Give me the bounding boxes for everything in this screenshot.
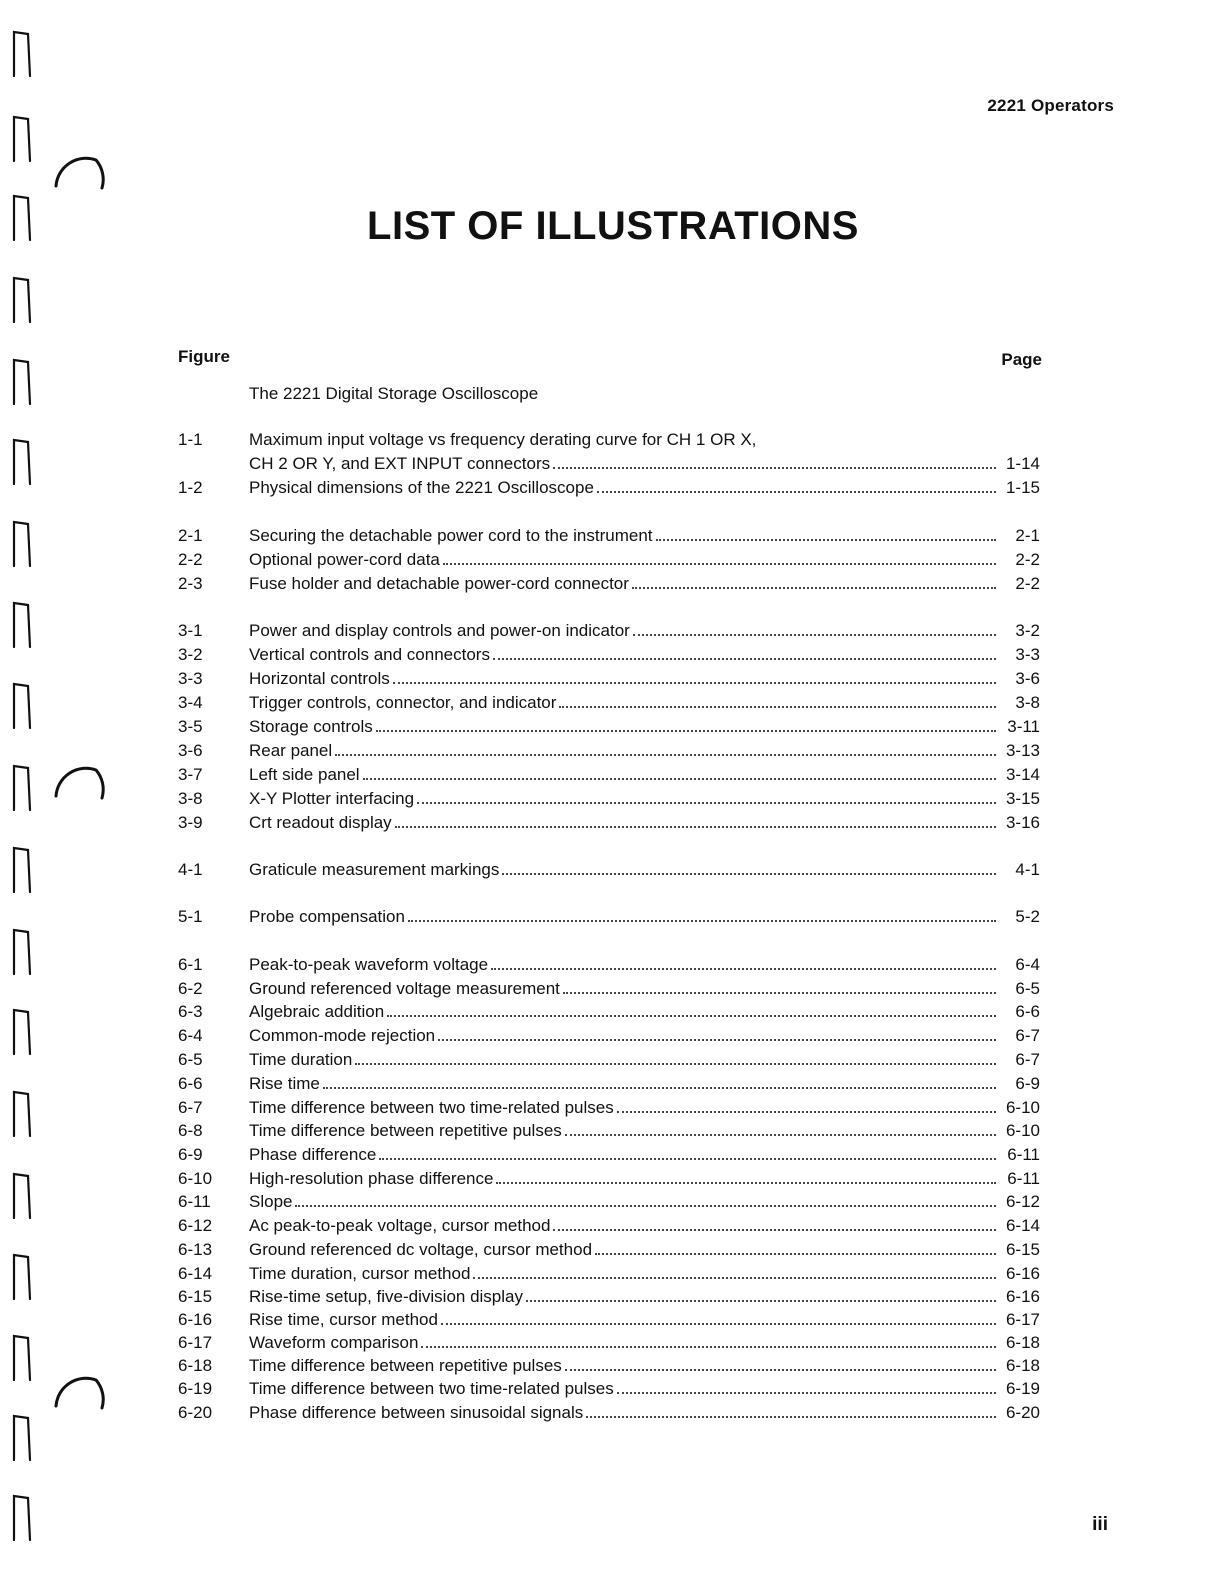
figure-title: X-Y Plotter interfacing [249, 789, 417, 809]
figure-title: Power and display controls and power-on indicator [249, 621, 633, 641]
dot-leader [553, 1229, 996, 1231]
list-item [178, 1026, 1040, 1050]
list-item [178, 955, 1040, 979]
binder-hole-mark [56, 1378, 103, 1408]
binder-tab-mark [14, 1255, 30, 1299]
list-item [178, 550, 1040, 574]
dot-leader [502, 873, 996, 875]
dot-leader [387, 1015, 996, 1017]
figure-title: Common-mode rejection [249, 1026, 438, 1046]
figure-page: 3-16 [1005, 813, 1040, 832]
figure-page: 6-10 [1005, 1098, 1040, 1117]
figure-number: 6-12 [178, 1216, 213, 1235]
dot-leader [395, 826, 996, 828]
list-item [178, 717, 1040, 741]
figure-title: Time duration [249, 1050, 355, 1070]
list-item [178, 1379, 1040, 1403]
figure-number: 6-5 [178, 1050, 203, 1069]
figure-page: 5-2 [1015, 907, 1040, 926]
binder-tab-mark [14, 1336, 30, 1380]
figure-number: 3-1 [178, 621, 203, 640]
figure-number: 5-1 [178, 907, 203, 926]
dot-leader [493, 658, 996, 660]
dot-leader [335, 754, 996, 756]
list-item [178, 1310, 1040, 1334]
list-item [178, 813, 1040, 837]
binder-tab-mark [14, 1416, 30, 1460]
dot-leader [438, 1039, 996, 1041]
list-item [178, 693, 1040, 717]
dot-leader [617, 1111, 996, 1113]
figure-title: Optional power-cord data [249, 550, 443, 570]
figure-page: 6-6 [1015, 1002, 1040, 1021]
list-item [178, 907, 1040, 931]
dot-leader [491, 968, 996, 970]
figure-number: 6-20 [178, 1403, 213, 1422]
binder-tab-mark [14, 848, 30, 892]
binder-tab-mark [14, 278, 30, 322]
page-number: iii [1092, 1514, 1108, 1535]
figure-number: 2-2 [178, 550, 203, 569]
figure-number: 3-6 [178, 741, 203, 760]
figure-number: 3-5 [178, 717, 203, 736]
figure-number: 6-9 [178, 1145, 203, 1164]
figure-number: 6-14 [178, 1264, 213, 1283]
figure-number: 3-2 [178, 645, 203, 664]
list-item [178, 1240, 1040, 1264]
figure-page: 6-7 [1015, 1050, 1040, 1069]
dot-leader [393, 682, 996, 684]
figure-page: 6-14 [1005, 1216, 1040, 1235]
figure-number: 6-15 [178, 1287, 213, 1306]
page-column-heading: Page [1001, 350, 1042, 369]
figure-title: Graticule measurement markings [249, 860, 502, 880]
binder-tab-mark [14, 766, 30, 810]
figure-page: 3-8 [1015, 693, 1040, 712]
figure-page: 6-12 [1005, 1192, 1040, 1211]
list-item [178, 1333, 1040, 1357]
dot-leader [355, 1063, 996, 1065]
figure-title: Trigger controls, connector, and indicator [249, 693, 559, 713]
figure-number: 6-19 [178, 1379, 213, 1398]
figure-page: 6-11 [1007, 1169, 1040, 1188]
figure-page: 6-17 [1005, 1310, 1040, 1329]
binder-hole-mark [56, 158, 103, 188]
binder-tab-mark [14, 1092, 30, 1136]
figure-page: 2-1 [1015, 526, 1040, 545]
dot-leader [633, 634, 996, 636]
dot-leader [408, 920, 996, 922]
binder-hole-mark [56, 768, 103, 798]
list-item [178, 621, 1040, 645]
dot-leader [295, 1205, 996, 1207]
figure-title: Securing the detachable power cord to the instrument [249, 526, 656, 546]
dot-leader [565, 1134, 996, 1136]
figure-title: Ground referenced dc voltage, cursor method [249, 1240, 595, 1260]
figure-number: 3-3 [178, 669, 203, 688]
list-item [178, 765, 1040, 789]
figure-title: Rise-time setup, five-division display [249, 1287, 526, 1307]
dot-leader [323, 1087, 996, 1089]
figure-page: 6-7 [1015, 1026, 1040, 1045]
figure-number: 6-1 [178, 955, 203, 974]
figure-title: Ac peak-to-peak voltage, cursor method [249, 1216, 553, 1236]
figure-number: 6-17 [178, 1333, 213, 1352]
dot-leader [376, 730, 996, 732]
figure-page: 6-10 [1005, 1121, 1040, 1140]
list-item [178, 430, 1040, 454]
dot-leader [496, 1182, 996, 1184]
list-item [178, 1121, 1040, 1145]
figure-page: 2-2 [1015, 574, 1040, 593]
figure-title: Maximum input voltage vs frequency derating curve for CH 1 OR X, [249, 430, 759, 450]
figure-title: Rise time [249, 1074, 323, 1094]
dot-leader [417, 802, 996, 804]
dot-leader [617, 1392, 996, 1394]
figure-number: 2-3 [178, 574, 203, 593]
figure-title: High-resolution phase difference [249, 1169, 496, 1189]
figure-title: Crt readout display [249, 813, 395, 833]
figure-number: 4-1 [178, 860, 203, 879]
list-item [178, 645, 1040, 669]
figure-number: 3-7 [178, 765, 203, 784]
figure-page: 6-18 [1005, 1356, 1040, 1375]
binder-tab-mark [14, 522, 30, 566]
figure-number: 6-11 [178, 1192, 211, 1211]
figure-page: 3-13 [1005, 741, 1040, 760]
figure-number: 1-1 [178, 430, 203, 449]
figure-page: 6-9 [1015, 1074, 1040, 1093]
figure-number: 2-1 [178, 526, 203, 545]
figure-title: Fuse holder and detachable power-cord connector [249, 574, 632, 594]
dot-leader [363, 778, 996, 780]
figure-number: 6-3 [178, 1002, 203, 1021]
binder-tab-mark [14, 1010, 30, 1054]
figure-number: 6-4 [178, 1026, 203, 1045]
figure-title: Horizontal controls [249, 669, 393, 689]
figure-title: Left side panel [249, 765, 363, 785]
list-item [178, 526, 1040, 550]
list-item [178, 1264, 1040, 1288]
figure-title: Time difference between repetitive pulses [249, 1356, 565, 1376]
binder-tab-mark [14, 684, 30, 728]
binder-tab-mark [14, 117, 30, 161]
figure-page: 6-16 [1005, 1287, 1040, 1306]
dot-leader [586, 1416, 996, 1418]
figure-page: 3-11 [1007, 717, 1040, 736]
figure-title: Time difference between two time-related pulses [249, 1379, 617, 1399]
running-header: 2221 Operators [987, 96, 1114, 115]
figure-title: Vertical controls and connectors [249, 645, 493, 665]
figure-title: Phase difference [249, 1145, 379, 1165]
figure-page: 6-18 [1005, 1333, 1040, 1352]
figure-page: 6-15 [1005, 1240, 1040, 1259]
dot-leader [421, 1346, 996, 1348]
figure-title: Probe compensation [249, 907, 408, 927]
dot-leader [526, 1300, 996, 1302]
figure-page: 6-5 [1015, 979, 1040, 998]
figure-number: 1-2 [178, 478, 203, 497]
figure-title: Peak-to-peak waveform voltage [249, 955, 491, 975]
list-item [178, 979, 1040, 1003]
figure-title-continued: CH 2 OR Y, and EXT INPUT connectors [249, 454, 553, 474]
binder-tab-mark [14, 930, 30, 974]
dot-leader [632, 587, 996, 589]
figure-page: 3-14 [1005, 765, 1040, 784]
list-item [178, 1403, 1040, 1427]
list-item [178, 1216, 1040, 1240]
figure-number: 6-6 [178, 1074, 203, 1093]
list-item [178, 741, 1040, 765]
figure-number: 6-18 [178, 1356, 213, 1375]
figure-title: Time difference between repetitive pulses [249, 1121, 565, 1141]
frontispiece-entry: The 2221 Digital Storage Oscilloscope [249, 384, 539, 403]
figure-number: 3-9 [178, 813, 203, 832]
figure-title: Rear panel [249, 741, 335, 761]
figure-title: Phase difference between sinusoidal signals [249, 1403, 586, 1423]
binder-tab-mark [14, 32, 30, 76]
figure-number: 6-10 [178, 1169, 213, 1188]
dot-leader [473, 1277, 996, 1279]
figure-page: 3-3 [1015, 645, 1040, 664]
figure-page: 3-6 [1015, 669, 1040, 688]
figure-title: Ground referenced voltage measurement [249, 979, 563, 999]
figure-page: 3-2 [1015, 621, 1040, 640]
dot-leader [443, 563, 996, 565]
figure-page: 6-16 [1005, 1264, 1040, 1283]
figure-page: 2-2 [1015, 550, 1040, 569]
figure-title: Physical dimensions of the 2221 Oscilloscope [249, 478, 597, 498]
figure-number: 6-7 [178, 1098, 203, 1117]
figure-page: 6-11 [1007, 1145, 1040, 1164]
figure-page: 4-1 [1015, 860, 1040, 879]
figure-number: 6-2 [178, 979, 203, 998]
dot-leader [441, 1323, 996, 1325]
list-item [178, 478, 1040, 502]
figure-page: 6-4 [1015, 955, 1040, 974]
figure-page: 1-15 [1005, 478, 1040, 497]
figure-title: Waveform comparison [249, 1333, 421, 1353]
figure-title: Time difference between two time-related pulses [249, 1098, 617, 1118]
dot-leader [553, 467, 996, 469]
list-item [178, 1074, 1040, 1098]
dot-leader [656, 539, 996, 541]
list-item [178, 1192, 1040, 1216]
list-item [178, 574, 1040, 598]
dot-leader [563, 992, 996, 994]
list-item [178, 1050, 1040, 1074]
figure-page: 6-19 [1005, 1379, 1040, 1398]
figure-number: 6-8 [178, 1121, 203, 1140]
figure-title: Slope [249, 1192, 295, 1212]
figure-number: 3-4 [178, 693, 203, 712]
figure-title: Storage controls [249, 717, 376, 737]
binder-tab-mark [14, 440, 30, 484]
binder-tab-mark [14, 1496, 30, 1540]
dot-leader [597, 491, 996, 493]
dot-leader [565, 1369, 996, 1371]
binder-tab-mark [14, 1174, 30, 1218]
figure-page: 6-20 [1005, 1403, 1040, 1422]
list-item [178, 1002, 1040, 1026]
figure-number: 6-13 [178, 1240, 213, 1259]
dot-leader [379, 1158, 996, 1160]
figure-column-heading: Figure [178, 347, 230, 366]
figure-title: Rise time, cursor method [249, 1310, 441, 1330]
list-item [178, 860, 1040, 884]
list-item [178, 1287, 1040, 1311]
list-item [178, 789, 1040, 813]
figure-number: 3-8 [178, 789, 203, 808]
dot-leader [559, 706, 996, 708]
list-item [178, 1098, 1040, 1122]
binder-tab-mark [14, 360, 30, 404]
list-item [178, 1169, 1040, 1193]
list-item-continuation [178, 454, 1040, 478]
figure-title: Algebraic addition [249, 1002, 387, 1022]
figure-number: 6-16 [178, 1310, 213, 1329]
list-item [178, 1356, 1040, 1380]
binder-tab-mark [14, 603, 30, 647]
list-item [178, 669, 1040, 693]
figure-page: 3-15 [1005, 789, 1040, 808]
figure-title: Time duration, cursor method [249, 1264, 473, 1284]
list-item [178, 1145, 1040, 1169]
dot-leader [595, 1253, 996, 1255]
figure-page: 1-14 [1005, 454, 1040, 473]
page-title: LIST OF ILLUSTRATIONS [367, 204, 859, 248]
